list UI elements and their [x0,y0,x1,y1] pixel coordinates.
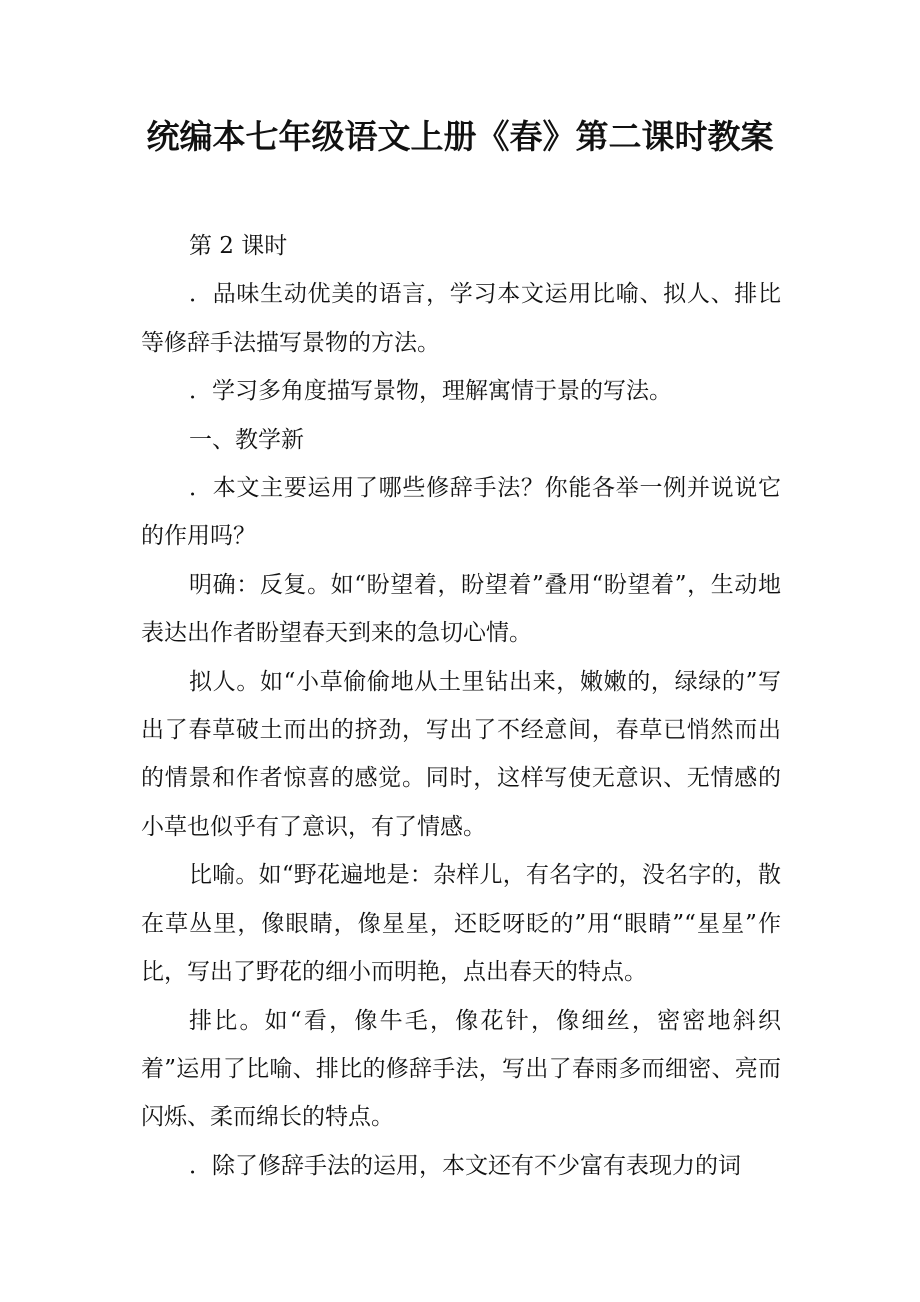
paragraph-objective-1: ．品味生动优美的语言，学习本文运用比喻、拟人、排比等修辞手法描写景物的方法。 [141,281,781,356]
paragraph-answer-personification: 拟人。如“小草偷偷地从土里钻出来，嫩嫩的，绿绿的”写出了春草破土而出的挤劲，写出了不经意间，春草已悄然而出的情景和作者惊喜的感觉。同时，这样写使无意识、无情感的小草也似乎有了意识，有了情感。 [141,668,781,840]
paragraph-objective-2: ．学习多角度描写景物，理解寓情于景的写法。 [189,378,672,405]
paragraph-question-2: ．除了修辞手法的运用，本文还有不少富有表现力的词 [189,1152,741,1179]
paragraph-question-1: ．本文主要运用了哪些修辞手法？你能各举一例并说说它的作用吗？ [141,475,781,550]
document-body [141,222,781,1190]
paragraph-answer-metaphor: 比喻。如“野花遍地是：杂样儿，有名字的，没名字的，散在草丛里，像眼睛，像星星，还眨呀眨的”用“眼睛”“星星”作比，写出了野花的细小而明艳，点出春天的特点。 [141,862,781,986]
paragraph-answer-parallelism: 排比。如“看，像牛毛，像花针，像细丝，密密地斜织着”运用了比喻、排比的修辞手法，写出了春雨多而细密、亮而闪烁、柔而绵长的特点。 [141,1007,781,1131]
paragraph-section-heading: 一、教学新 [189,426,304,453]
paragraph-lesson-label: 第 2 课时 [189,233,288,259]
paragraph-answer-repetition: 明确：反复。如“盼望着，盼望着”叠用“盼望着”，生动地表达出作者盼望春天到来的急切心情。 [141,571,781,647]
document-title: 统编本七年级语文上册《春》第二课时教案 [146,117,774,156]
